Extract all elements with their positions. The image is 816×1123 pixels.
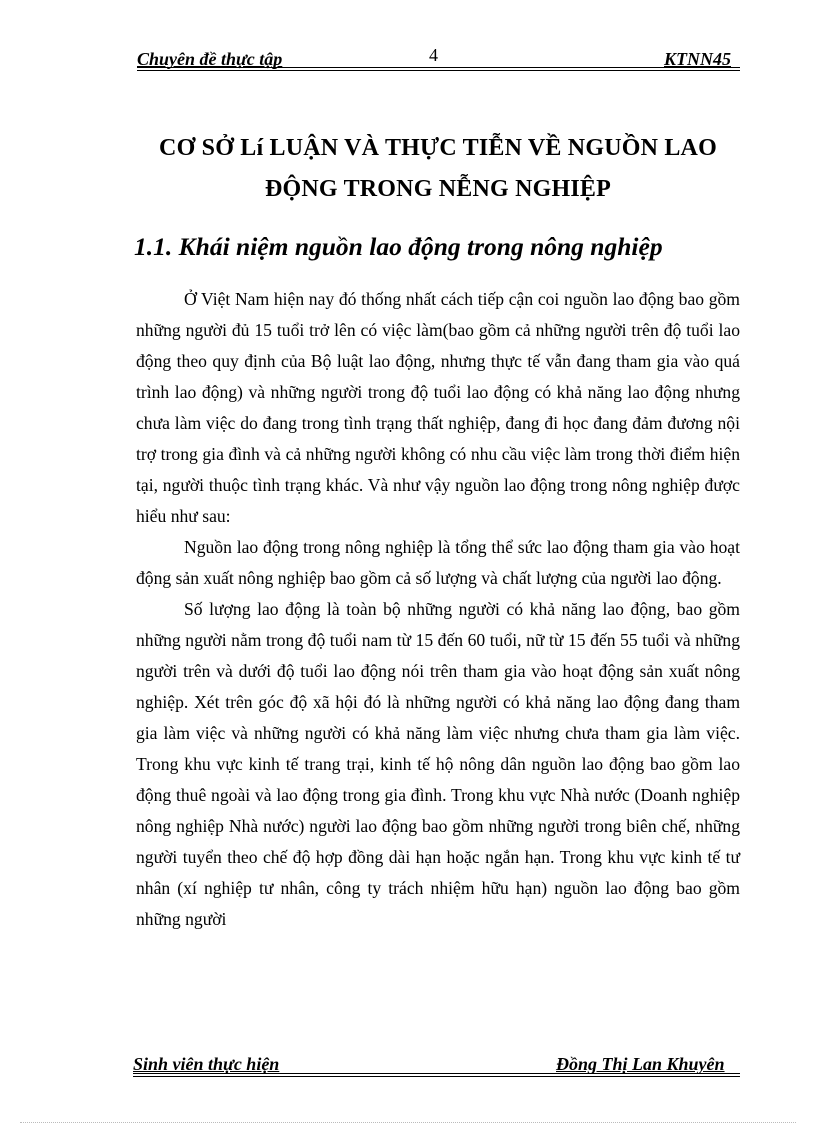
header-rule-double — [137, 70, 740, 71]
body-text — [136, 284, 740, 935]
paragraph-2: Nguồn lao động trong nông nghiệp là tổng thể sức lao động tham gia vào hoạt động sản xuất nông nghiệp bao gồm cả số lượng và chất lượng của người lao động. — [136, 537, 740, 588]
section-heading: 1.1. Khái niệm nguồn lao động trong nông nghiệp — [134, 232, 663, 261]
chapter-title — [110, 128, 766, 210]
chapter-title-line-1: CƠ SỞ Lí LUẬN VÀ THỰC TIỄN VỀ NGUỒN LAO — [159, 135, 717, 161]
footer-rule-double — [133, 1076, 740, 1077]
paragraph-3: Số lượng lao động là toàn bộ những người có khả năng lao động, bao gồm những người nằm trong độ tuổi nam từ 15 đến 60 tuổi, nữ từ 15 đến 55 tuổi và những người trên và dưới độ tuổi lao động nói trên tham gia vào hoạt động sản xuất nông nghiệp. Xét trên góc độ xã hội đó là những người có khả năng lao động đang tham gia làm việc và những người có khả năng làm việc nhưng chưa tham gia làm việc. Trong khu vực kinh tế trang trại, kinh tế hộ nông dân nguồn lao động bao gồm lao động thuê ngoài và lao động trong gia đình. Trong khu vực Nhà nước (Doanh nghiệp nông nghiệp Nhà nước) người lao động bao gồm những người trong biên chế, những người tuyển theo chế độ hợp đồng dài hạn hoặc ngắn hạn. Trong khu vực kinh tế tư nhân (xí nghiệp tư nhân, công ty trách nhiệm hữu hạn) nguồn lao động bao gồm những người — [136, 599, 740, 929]
footer-rule — [133, 1073, 740, 1074]
footer-author: Đồng Thị Lan Khuyên — [556, 1054, 725, 1074]
header-left-title: Chuyên đề thực tập — [137, 49, 283, 69]
header-right-code: KTNN45 — [664, 49, 731, 69]
page-number: 4 — [429, 45, 438, 65]
chapter-title-line-2: ĐỘNG TRONG NỄNG NGHIỆP — [265, 176, 611, 202]
footer-left-label: Sinh viên thực hiện — [133, 1054, 280, 1074]
paragraph-1: Ở Việt Nam hiện nay đó thống nhất cách tiếp cận coi nguồn lao động bao gồm những người đủ 15 tuổi trở lên có việc làm(bao gồm cả những người trên độ tuổi lao động theo quy định của Bộ luật lao động, nhưng thực tế vẫn đang tham gia vào quá trình lao động) và những người trong độ tuổi lao động có khả năng lao động nhưng chưa làm việc do đang trong tình trạng thất nghiệp, đang đi học đang đảm đương nội trợ trong gia đình và cả những người không có nhu cầu việc làm trong thời điểm hiện tại, người thuộc tình trạng khác. Và như vậy nguồn lao động trong nông nghiệp được hiểu như sau: — [136, 289, 740, 526]
header-rule — [137, 67, 740, 68]
